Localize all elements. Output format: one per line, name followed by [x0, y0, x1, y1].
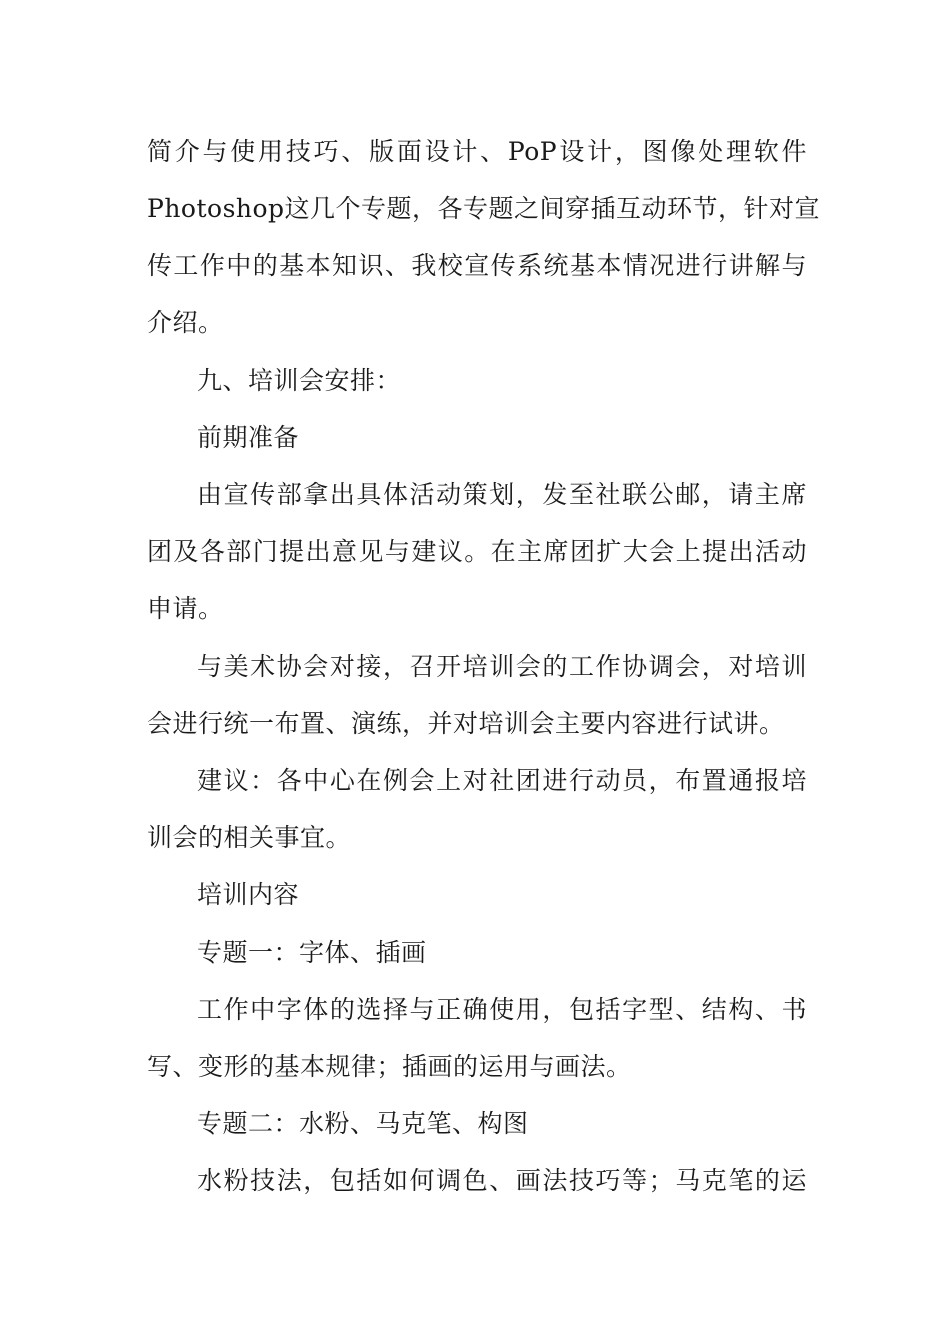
subsection-heading: 前期准备	[197, 423, 300, 452]
paragraph-line: 工作中字体的选择与正确使用，包括字型、结构、书	[197, 995, 807, 1024]
paragraph-line: 申请。	[147, 594, 224, 623]
paragraph-line: 训会的相关事宜。	[147, 823, 352, 852]
paragraph-line: Photoshop这几个专题，各专题之间穿插互动环节，针对宣	[147, 194, 821, 223]
subsection-heading: 培训内容	[197, 880, 300, 909]
paragraph-line: 会进行统一布置、演练，并对培训会主要内容进行试讲。	[147, 709, 785, 738]
section-heading: 九、培训会安排：	[197, 366, 402, 395]
paragraph-line: 与美术协会对接，召开培训会的工作协调会，对培训	[197, 652, 807, 681]
paragraph-line: 建议：各中心在例会上对社团进行动员，布置通报培	[197, 766, 807, 795]
paragraph-line: 传工作中的基本知识、我校宣传系统基本情况进行讲解与	[147, 251, 807, 280]
paragraph-line: 团及各部门提出意见与建议。在主席团扩大会上提出活动	[147, 537, 807, 566]
paragraph-line: 由宣传部拿出具体活动策划，发至社联公邮，请主席	[197, 480, 807, 509]
paragraph-line: 简介与使用技巧、版面设计、PoP设计，图像处理软件	[147, 137, 807, 166]
topic-heading: 专题一：字体、插画	[197, 938, 427, 967]
paragraph-line: 介绍。	[147, 308, 224, 337]
topic-heading: 专题二：水粉、马克笔、构图	[197, 1109, 529, 1138]
paragraph-line: 水粉技法，包括如何调色、画法技巧等；马克笔的运	[197, 1166, 807, 1195]
paragraph-line: 写、变形的基本规律；插画的运用与画法。	[147, 1052, 632, 1081]
